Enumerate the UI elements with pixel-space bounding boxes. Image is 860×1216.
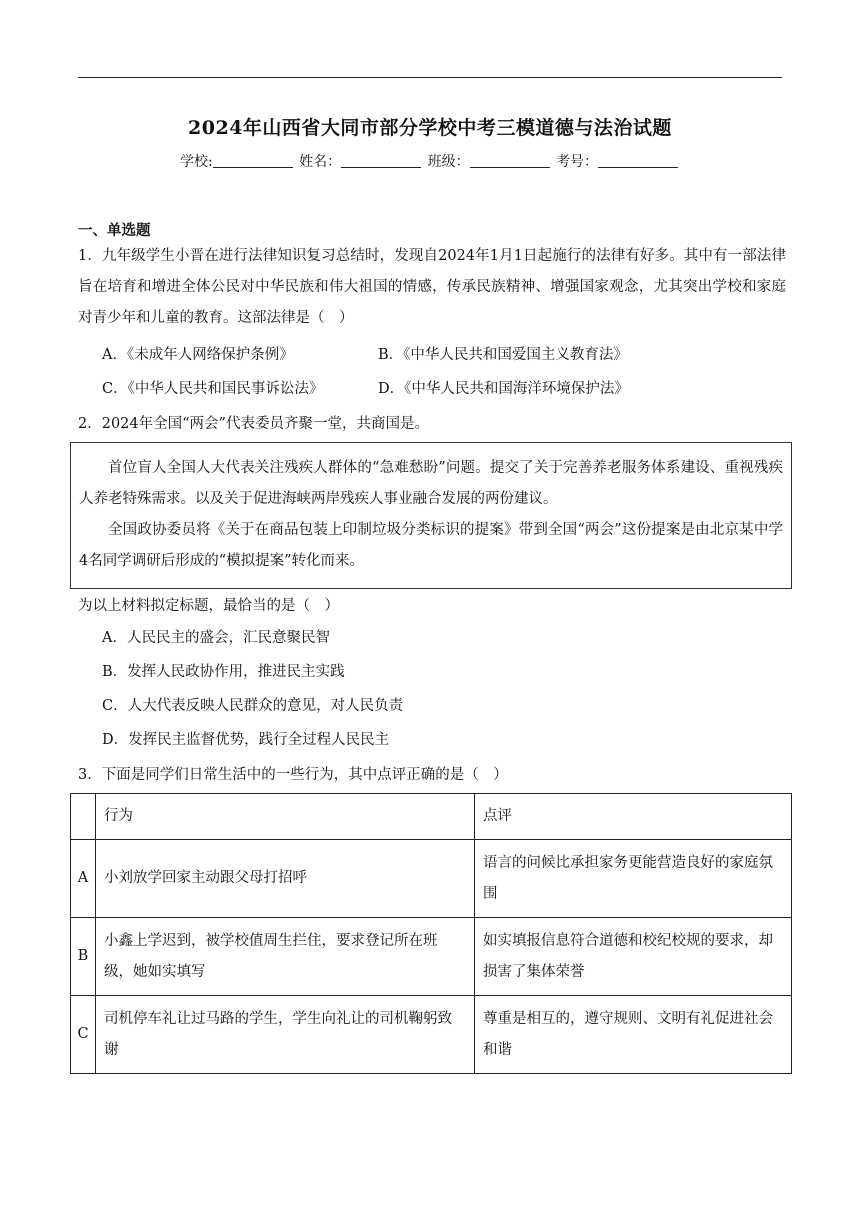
- comment-cell: 尊重是相互的，遵守规则、文明有礼促进社会和谐: [475, 996, 792, 1074]
- page-title: 2024年山西省大同市部分学校中考三模道德与法治试题: [188, 117, 672, 139]
- class-blank[interactable]: [470, 153, 550, 168]
- material-box: [70, 442, 792, 589]
- question-2-prompt: 为以上材料拟定标题，最恰当的是（ ）: [78, 598, 339, 614]
- material-paragraph-2: 全国政协委员将《关于在商品包装上印制垃圾分类标识的提案》带到全国“两会”这份提案是由北京某中学4名同学调研后形成的“模拟提案”转化而来。: [79, 522, 783, 569]
- behavior-cell: 司机停车礼让过马路的学生，学生向礼让的司机鞠躬致谢: [96, 996, 475, 1074]
- table-header-row: [71, 794, 792, 840]
- behavior-cell: 小刘放学回家主动跟父母打招呼: [96, 840, 475, 918]
- q1-option-c[interactable]: C．《中华人民共和国民事诉讼法》: [102, 381, 324, 397]
- behavior-table: [70, 793, 792, 1074]
- row-label: C: [71, 996, 96, 1074]
- question-1-stem: 1．九年级学生小晋在进行法律知识复习总结时，发现自2024年1月1日起施行的法律有好多。其中有一部法律旨在培育和增进全体公民对中华民族和伟大祖国的情感，传承民族精神、增强国家观念，尤其突出学校和家庭对青少年和儿童的教育。这部法律是（ ）: [78, 248, 786, 326]
- student-info-line: [0, 151, 860, 171]
- table-header-cell: [71, 794, 96, 840]
- name-label: 姓名：: [299, 154, 342, 170]
- comment-cell: 语言的问候比承担家务更能营造良好的家庭氛围: [475, 840, 792, 918]
- q2-option-d[interactable]: D．发挥民主监督优势，践行全过程人民民主: [102, 732, 390, 748]
- question-2-intro: 2．2024年全国“两会”代表委员齐聚一堂，共商国是。: [78, 416, 429, 432]
- table-row: [71, 840, 792, 918]
- q1-option-d[interactable]: D．《中华人民共和国海洋环境保护法》: [378, 381, 629, 397]
- header-rule: [78, 77, 782, 78]
- q2-option-c[interactable]: C．人大代表反映人民群众的意见，对人民负责: [102, 698, 404, 714]
- q2-option-a[interactable]: A．人民民主的盛会，汇民意聚民智: [102, 630, 330, 646]
- exam-no-blank[interactable]: [598, 153, 678, 168]
- q1-option-b[interactable]: B．《中华人民共和国爱国主义教育法》: [378, 347, 628, 363]
- row-label: B: [71, 918, 96, 996]
- class-label: 班级：: [427, 154, 470, 170]
- table-header-cell: 点评: [475, 794, 792, 840]
- q1-option-a[interactable]: A．《未成年人网络保护条例》: [102, 347, 294, 363]
- school-blank[interactable]: [213, 153, 293, 168]
- question-3-stem: 3．下面是同学们日常生活中的一些行为，其中点评正确的是（ ）: [78, 767, 508, 783]
- section-title: 一、单选题: [78, 222, 151, 239]
- name-blank[interactable]: [341, 153, 421, 168]
- q2-option-b[interactable]: B．发挥人民政协作用，推进民主实践: [102, 664, 345, 680]
- exam-no-label: 考号：: [556, 154, 599, 170]
- behavior-cell: 小鑫上学迟到，被学校值周生拦住，要求登记所在班级，她如实填写: [96, 918, 475, 996]
- table-row: [71, 996, 792, 1074]
- comment-cell: 如实填报信息符合道德和校纪校规的要求，却损害了集体荣誉: [475, 918, 792, 996]
- table-header-cell: 行为: [96, 794, 475, 840]
- row-label: A: [71, 840, 96, 918]
- material-paragraph-1: 首位盲人全国人大代表关注残疾人群体的“急难愁盼”问题。提交了关于完善养老服务体系建设、重视残疾人养老特殊需求。以及关于促进海峡两岸残疾人事业融合发展的两份建议。: [79, 460, 783, 507]
- table-row: [71, 918, 792, 996]
- school-label: 学校:: [179, 154, 213, 170]
